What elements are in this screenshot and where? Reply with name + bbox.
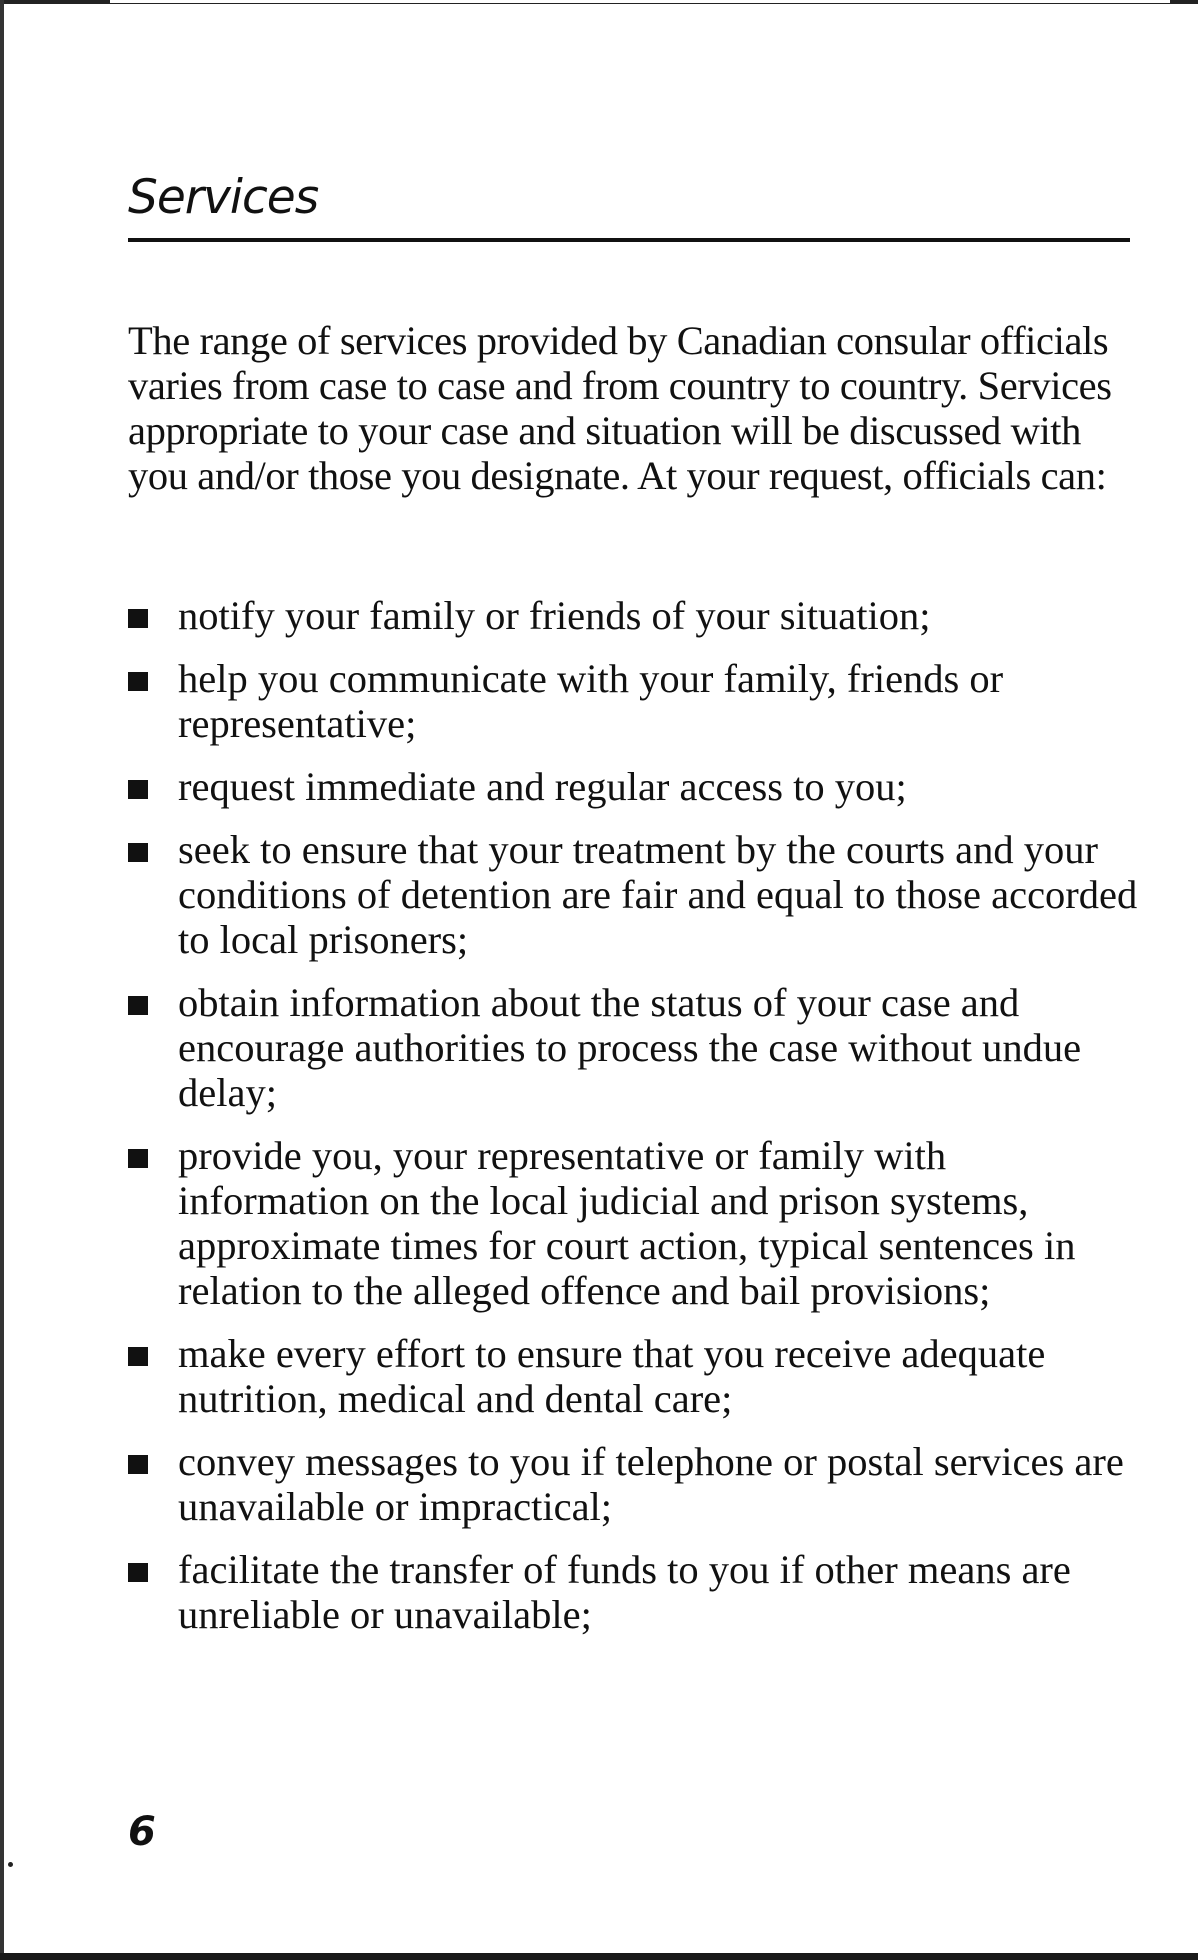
list-item bbox=[128, 1439, 1138, 1529]
list-item-text: obtain information about the status of your case and encourage authorities to process the case without undue delay; bbox=[178, 980, 1082, 1115]
square-bullet-icon bbox=[128, 609, 148, 628]
list-item-text: convey messages to you if telephone or postal services are unavailable or impractical; bbox=[178, 1439, 1124, 1529]
section-title: Services bbox=[128, 170, 319, 225]
intro-paragraph: The range of services provided by Canadian consular officials varies from case to case and from country to country. Services appropriate to your case and situation will be discussed with you and/or those you designate. At your request, officials can: bbox=[128, 318, 1112, 498]
services-list bbox=[128, 593, 1138, 1655]
list-item bbox=[128, 827, 1138, 962]
scan-speck bbox=[8, 1862, 13, 1867]
title-rule bbox=[128, 238, 1130, 242]
scan-border-bottom bbox=[0, 1953, 1198, 1960]
list-item bbox=[128, 1133, 1138, 1313]
square-bullet-icon bbox=[128, 1149, 148, 1168]
square-bullet-icon bbox=[128, 1455, 148, 1474]
square-bullet-icon bbox=[128, 672, 148, 691]
list-item bbox=[128, 593, 1138, 638]
list-item bbox=[128, 980, 1138, 1115]
list-item-text: provide you, your representative or family with information on the local judicial and prison systems, approximate times for court action, typical sentences in relation to the alleged offence and bail provisions; bbox=[178, 1133, 1076, 1313]
list-item-text: make every effort to ensure that you receive adequate nutrition, medical and dental care; bbox=[178, 1331, 1046, 1421]
list-item bbox=[128, 1547, 1138, 1637]
square-bullet-icon bbox=[128, 780, 148, 799]
list-item bbox=[128, 656, 1138, 746]
page-number: 6 bbox=[128, 1809, 156, 1855]
square-bullet-icon bbox=[128, 843, 148, 862]
list-item-text: request immediate and regular access to you; bbox=[178, 764, 907, 809]
scan-border-left bbox=[0, 0, 4, 1960]
list-item-text: notify your family or friends of your situation; bbox=[178, 593, 931, 638]
list-item bbox=[128, 764, 1138, 809]
square-bullet-icon bbox=[128, 1347, 148, 1366]
list-item-text: seek to ensure that your treatment by the courts and your conditions of detention are fair and equal to those accorded to local prisoners; bbox=[178, 827, 1138, 962]
square-bullet-icon bbox=[128, 1563, 148, 1582]
list-item-text: facilitate the transfer of funds to you if other means are unreliable or unavailable; bbox=[178, 1547, 1071, 1637]
scan-border-gap bbox=[110, 0, 1170, 3]
list-item-text: help you communicate with your family, friends or representative; bbox=[178, 656, 1004, 746]
list-item bbox=[128, 1331, 1138, 1421]
square-bullet-icon bbox=[128, 996, 148, 1015]
